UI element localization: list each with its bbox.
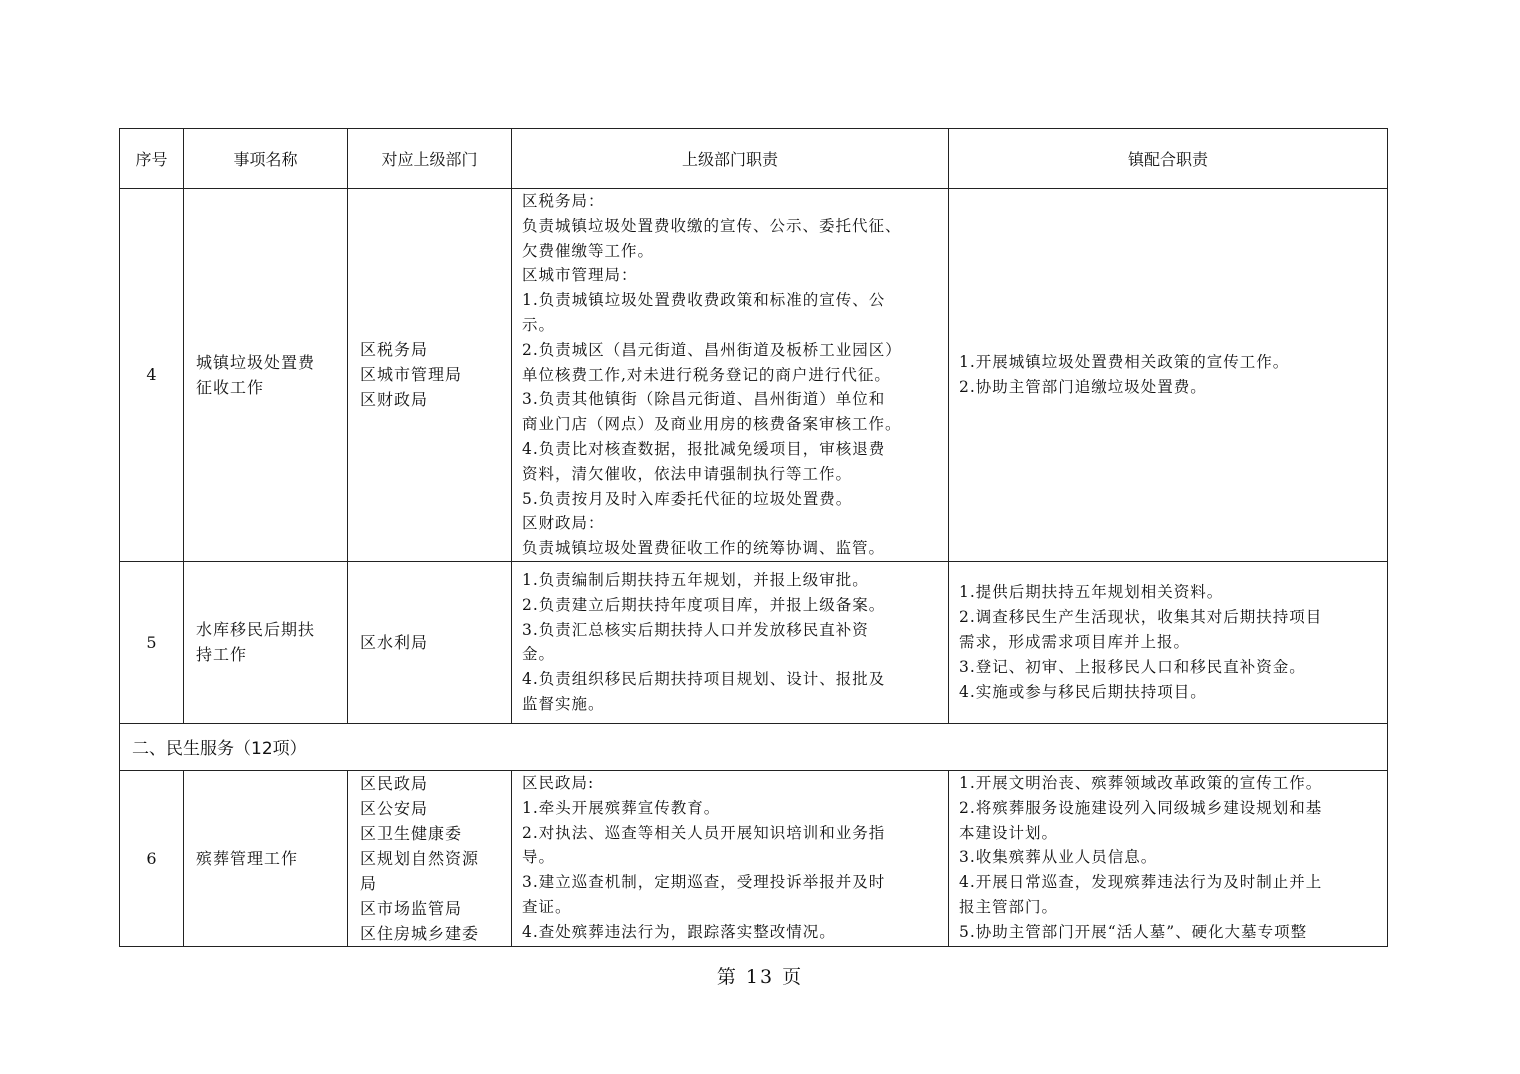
text-line: 区税务局：	[522, 192, 605, 210]
text-line: 2.将殡葬服务设施建设列入同级城乡建设规划和基	[959, 798, 1323, 817]
row-number: 4	[120, 189, 184, 562]
town-duties	[949, 561, 1388, 723]
text-line: 水库移民后期扶	[196, 620, 316, 640]
text-line: 1.提供后期扶持五年规划相关资料。	[959, 583, 1224, 602]
superior-departments	[348, 189, 512, 562]
text-line: 区水利局	[360, 632, 429, 652]
text-line: 城镇垃圾处置费	[196, 352, 316, 372]
row-number: 6	[120, 770, 184, 946]
header-town-duties: 镇配合职责	[949, 129, 1388, 189]
text-line: 征收工作	[196, 377, 265, 397]
text-line: 持工作	[196, 645, 248, 665]
text-line: 4.查处殡葬违法行为，跟踪落实整改情况。	[522, 922, 836, 941]
text-line: 资料，清欠催收，依法申请强制执行等工作。	[522, 464, 853, 483]
text-line: 区卫生健康委	[360, 823, 463, 843]
superior-duties	[512, 561, 949, 723]
table-header-row	[120, 129, 1388, 189]
text-line: 负责城镇垃圾处置费收缴的宣传、公示、委托代征、	[522, 216, 902, 235]
header-index: 序号	[120, 129, 184, 189]
text-line: 4.负责组织移民后期扶持项目规划、设计、报批及	[522, 670, 886, 689]
text-line: 1.牵头开展殡葬宣传教育。	[522, 798, 721, 817]
text-line: 区民政局	[360, 773, 429, 793]
header-superior-dept: 对应上级部门	[348, 129, 512, 189]
text-line: 局	[360, 873, 378, 893]
text-line: 负责城镇垃圾处置费征收工作的统筹协调、监管。	[522, 539, 886, 558]
text-line: 5.负责按月及时入库委托代征的垃圾处置费。	[522, 489, 853, 508]
text-line: 商业门店（网点）及商业用房的核费备案审核工作。	[522, 415, 902, 434]
text-line: 1.开展文明治丧、殡葬领域改革政策的宣传工作。	[959, 773, 1323, 792]
text-line: 金。	[522, 645, 556, 664]
superior-duties	[512, 770, 949, 946]
text-line: 监督实施。	[522, 695, 605, 714]
text-line: 区财政局	[360, 390, 429, 410]
row-number: 5	[120, 561, 184, 723]
item-name	[184, 561, 348, 723]
town-duties	[949, 189, 1388, 562]
text-line: 区市场监管局	[360, 898, 463, 918]
text-line: 示。	[522, 315, 556, 334]
text-line: 3.建立巡查机制，定期巡查，受理投诉举报并及时	[522, 873, 886, 892]
text-line: 本建设计划。	[959, 823, 1059, 842]
duties-table	[119, 128, 1388, 947]
superior-departments	[348, 561, 512, 723]
text-line: 2.对执法、巡查等相关人员开展知识培训和业务指	[522, 823, 886, 842]
header-superior-duties: 上级部门职责	[512, 129, 949, 189]
text-line: 3.收集殡葬从业人员信息。	[959, 848, 1158, 867]
table-row	[120, 189, 1388, 562]
text-line: 4.负责比对核查数据，报批减免缓项目，审核退费	[522, 439, 886, 458]
text-line: 3.负责其他镇街（除昌元街道、昌州街道）单位和	[522, 390, 886, 409]
page-number: 第 13 页	[716, 966, 804, 988]
superior-departments	[348, 770, 512, 946]
text-line: 3.负责汇总核实后期扶持人口并发放移民直补资	[522, 620, 869, 639]
section-title: 二、民生服务（12项）	[120, 723, 1388, 770]
text-line: 区税务局	[360, 340, 429, 360]
text-line: 需求，形成需求项目库并上报。	[959, 633, 1191, 652]
town-duties	[949, 770, 1388, 946]
text-line: 区公安局	[360, 798, 429, 818]
text-line: 5.协助主管部门开展“活人墓”、硬化大墓专项整	[959, 922, 1308, 941]
text-line: 区城市管理局	[360, 365, 463, 385]
text-line: 区财政局：	[522, 514, 605, 533]
text-line: 4.开展日常巡查，发现殡葬违法行为及时制止并上	[959, 873, 1323, 892]
text-line: 报主管部门。	[959, 897, 1059, 916]
table-row	[120, 561, 1388, 723]
text-line: 1.负责城镇垃圾处置费收费政策和标准的宣传、公	[522, 291, 886, 310]
text-line: 2.协助主管部门追缴垃圾处置费。	[959, 377, 1207, 396]
text-line: 2.调查移民生产生活现状，收集其对后期扶持项目	[959, 608, 1323, 627]
text-line: 2.负责城区（昌元街道、昌州街道及板桥工业园区）	[522, 340, 902, 359]
text-line: 1.负责编制后期扶持五年规划，并报上级审批。	[522, 571, 869, 590]
table-row	[120, 770, 1388, 946]
text-line: 区规划自然资源	[360, 848, 480, 868]
text-line: 区民政局:	[522, 773, 595, 792]
text-line: 欠费催缴等工作。	[522, 241, 655, 260]
text-line: 查证。	[522, 897, 572, 916]
text-line: 单位核费工作,对未进行税务登记的商户进行代征。	[522, 365, 891, 384]
text-line: 4.实施或参与移民后期扶持项目。	[959, 682, 1207, 701]
text-line: 2.负责建立后期扶持年度项目库，并报上级备案。	[522, 595, 886, 614]
item-name	[184, 189, 348, 562]
header-item-name: 事项名称	[184, 129, 348, 189]
section-row	[120, 723, 1388, 770]
text-line: 殡葬管理工作	[196, 848, 299, 868]
superior-duties	[512, 189, 949, 562]
item-name	[184, 770, 348, 946]
text-line: 3.登记、初审、上报移民人口和移民直补资金。	[959, 657, 1306, 676]
text-line: 1.开展城镇垃圾处置费相关政策的宣传工作。	[959, 353, 1290, 372]
text-line: 区住房城乡建委	[360, 923, 480, 943]
text-line: 区城市管理局：	[522, 266, 638, 285]
text-line: 导。	[522, 848, 556, 867]
